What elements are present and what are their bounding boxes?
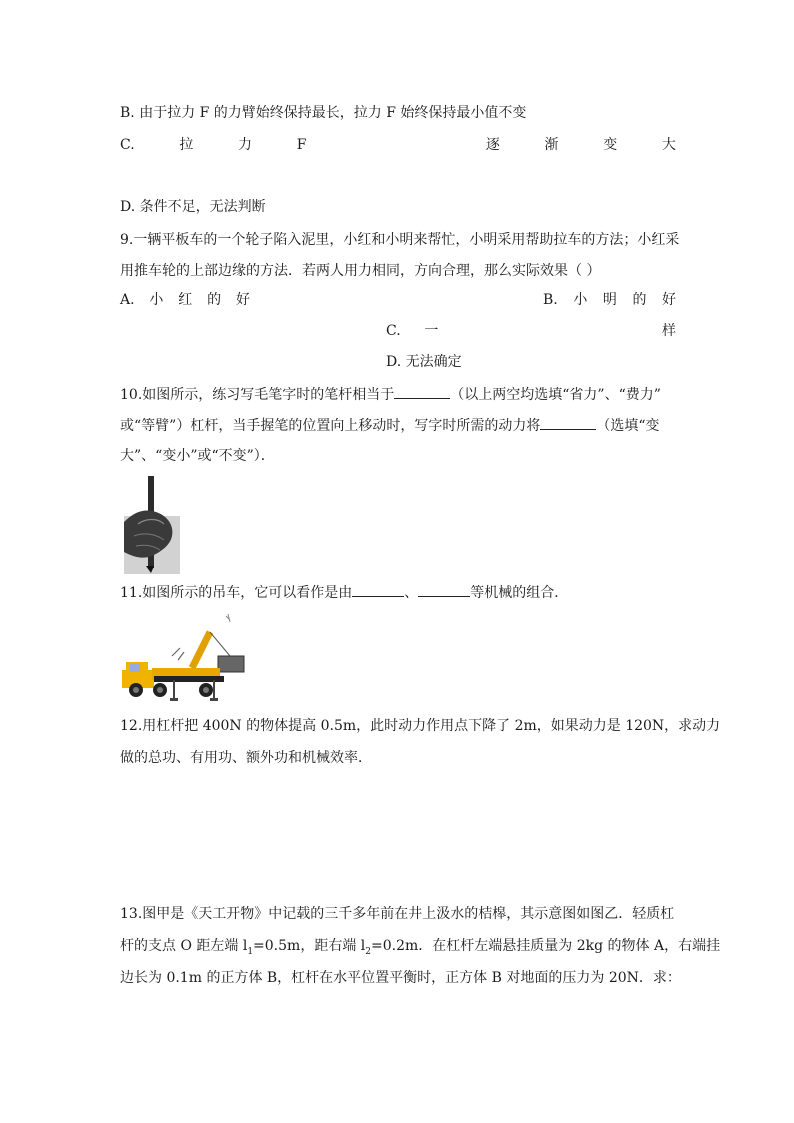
q9-stem-line1: 9.一辆平板车的一个轮子陷入泥里，小红和小明来帮忙，小明采用帮助拉车的方法；小红采: [120, 232, 680, 248]
q9-option-b-char: 好: [662, 292, 676, 308]
q8-option-d: D. 条件不足，无法判断: [120, 199, 266, 215]
q9-option-d: D. 无法确定: [386, 354, 462, 370]
q10-text: （以上两空均选填“省力”、“费力”: [450, 387, 661, 403]
q8-option-c-char: 力: [238, 137, 253, 153]
q11-text: 11.如图所示的吊车，它可以看作是由: [120, 585, 353, 601]
q9-option-a-char: 的: [207, 292, 222, 308]
q8-option-c-char: 拉: [179, 137, 194, 153]
q10-text: 10.如图所示，练习写毛笔字时的笔杆相当于: [120, 387, 395, 403]
q10-blank-2[interactable]: [540, 415, 596, 430]
q8-option-b: B. 由于拉力 F 的力臂始终保持最长，拉力 F 始终保持最小值不变: [120, 105, 527, 121]
q9-option-b-char: 明: [602, 292, 617, 308]
q10-text: （选填“变: [596, 418, 660, 434]
q10-text: 或“等臂”）杠杆，当手握笔的位置向上移动时，写字时所需的动力将: [120, 418, 541, 434]
q10-blank-1[interactable]: [394, 384, 450, 399]
q9-option-a: [120, 290, 250, 310]
q9-option-b-char: 的: [632, 292, 647, 308]
q9-option-c-label: C.: [386, 323, 401, 339]
q9-option-b: [543, 290, 676, 310]
q12-stem-line1: 12.用杠杆把 400N 的物体提高 0.5m，此时动力作用点下降了 2m，如果动力是 120N，求动力: [120, 718, 721, 734]
q13-stem-line1: 13.图甲是《天工开物》中记载的三千多年前在井上汲水的桔槔，其示意图如图乙．轻质杠: [120, 906, 675, 922]
q8-option-c-char: 逐: [485, 137, 500, 153]
q13-text: =0.2m．在杠杆左端悬挂质量为 2kg 的物体 A，右端挂: [370, 938, 721, 954]
q8-option-c-label: C.: [120, 137, 135, 153]
q11-stem: [120, 582, 568, 603]
q9-option-c-char: 一: [424, 323, 439, 339]
q9-option-a-char: 小: [149, 292, 164, 308]
q13-subscript: 1: [247, 946, 254, 957]
q13-stem-line2: [120, 936, 720, 962]
q8-option-c-char: 大: [661, 137, 676, 153]
q13-text: =0.5m，距右端 l: [253, 938, 366, 954]
q8-option-c-char: F: [296, 137, 307, 153]
q9-option-a-char: 好: [236, 292, 250, 308]
q12-stem-line2: 做的总功、有用功、额外功和机械效率．: [120, 750, 372, 766]
q8-option-c: [120, 135, 676, 155]
crane-truck-image: [118, 612, 252, 704]
q8-option-c-char: 渐: [544, 137, 559, 153]
q9-option-a-label: A.: [120, 292, 135, 308]
q13-stem-line3: 边长为 0.1m 的正方体 B，杠杆在水平位置平衡时，正方体 B 对地面的压力为 20N．求：: [120, 970, 681, 986]
q10-stem-line3: 大”、“变小”或“不变”）．: [120, 448, 275, 464]
q11-text: 等机械的组合．: [470, 585, 569, 601]
q8-option-c-char: 变: [603, 137, 618, 153]
q9-option-c: [386, 321, 676, 341]
q11-text: 、: [404, 585, 419, 601]
q13-subscript: 2: [365, 946, 371, 957]
q9-stem-line2: 用推车轮的上部边缘的方法．若两人用力相同，方向合理，那么实际效果（ ）: [120, 263, 601, 279]
q9-option-c-char: 样: [661, 323, 676, 339]
q11-blank-2[interactable]: [418, 582, 470, 597]
q10-stem-line2: [120, 415, 660, 436]
q9-option-b-label: B.: [543, 292, 558, 308]
q13-text: 杆的支点 O 距左端 l: [120, 938, 248, 954]
hand-holding-brush-image: [124, 474, 180, 574]
q9-option-a-char: 红: [178, 292, 193, 308]
q11-blank-1[interactable]: [352, 582, 404, 597]
q9-option-b-char: 小: [573, 292, 588, 308]
q10-stem-line1: [120, 384, 661, 405]
